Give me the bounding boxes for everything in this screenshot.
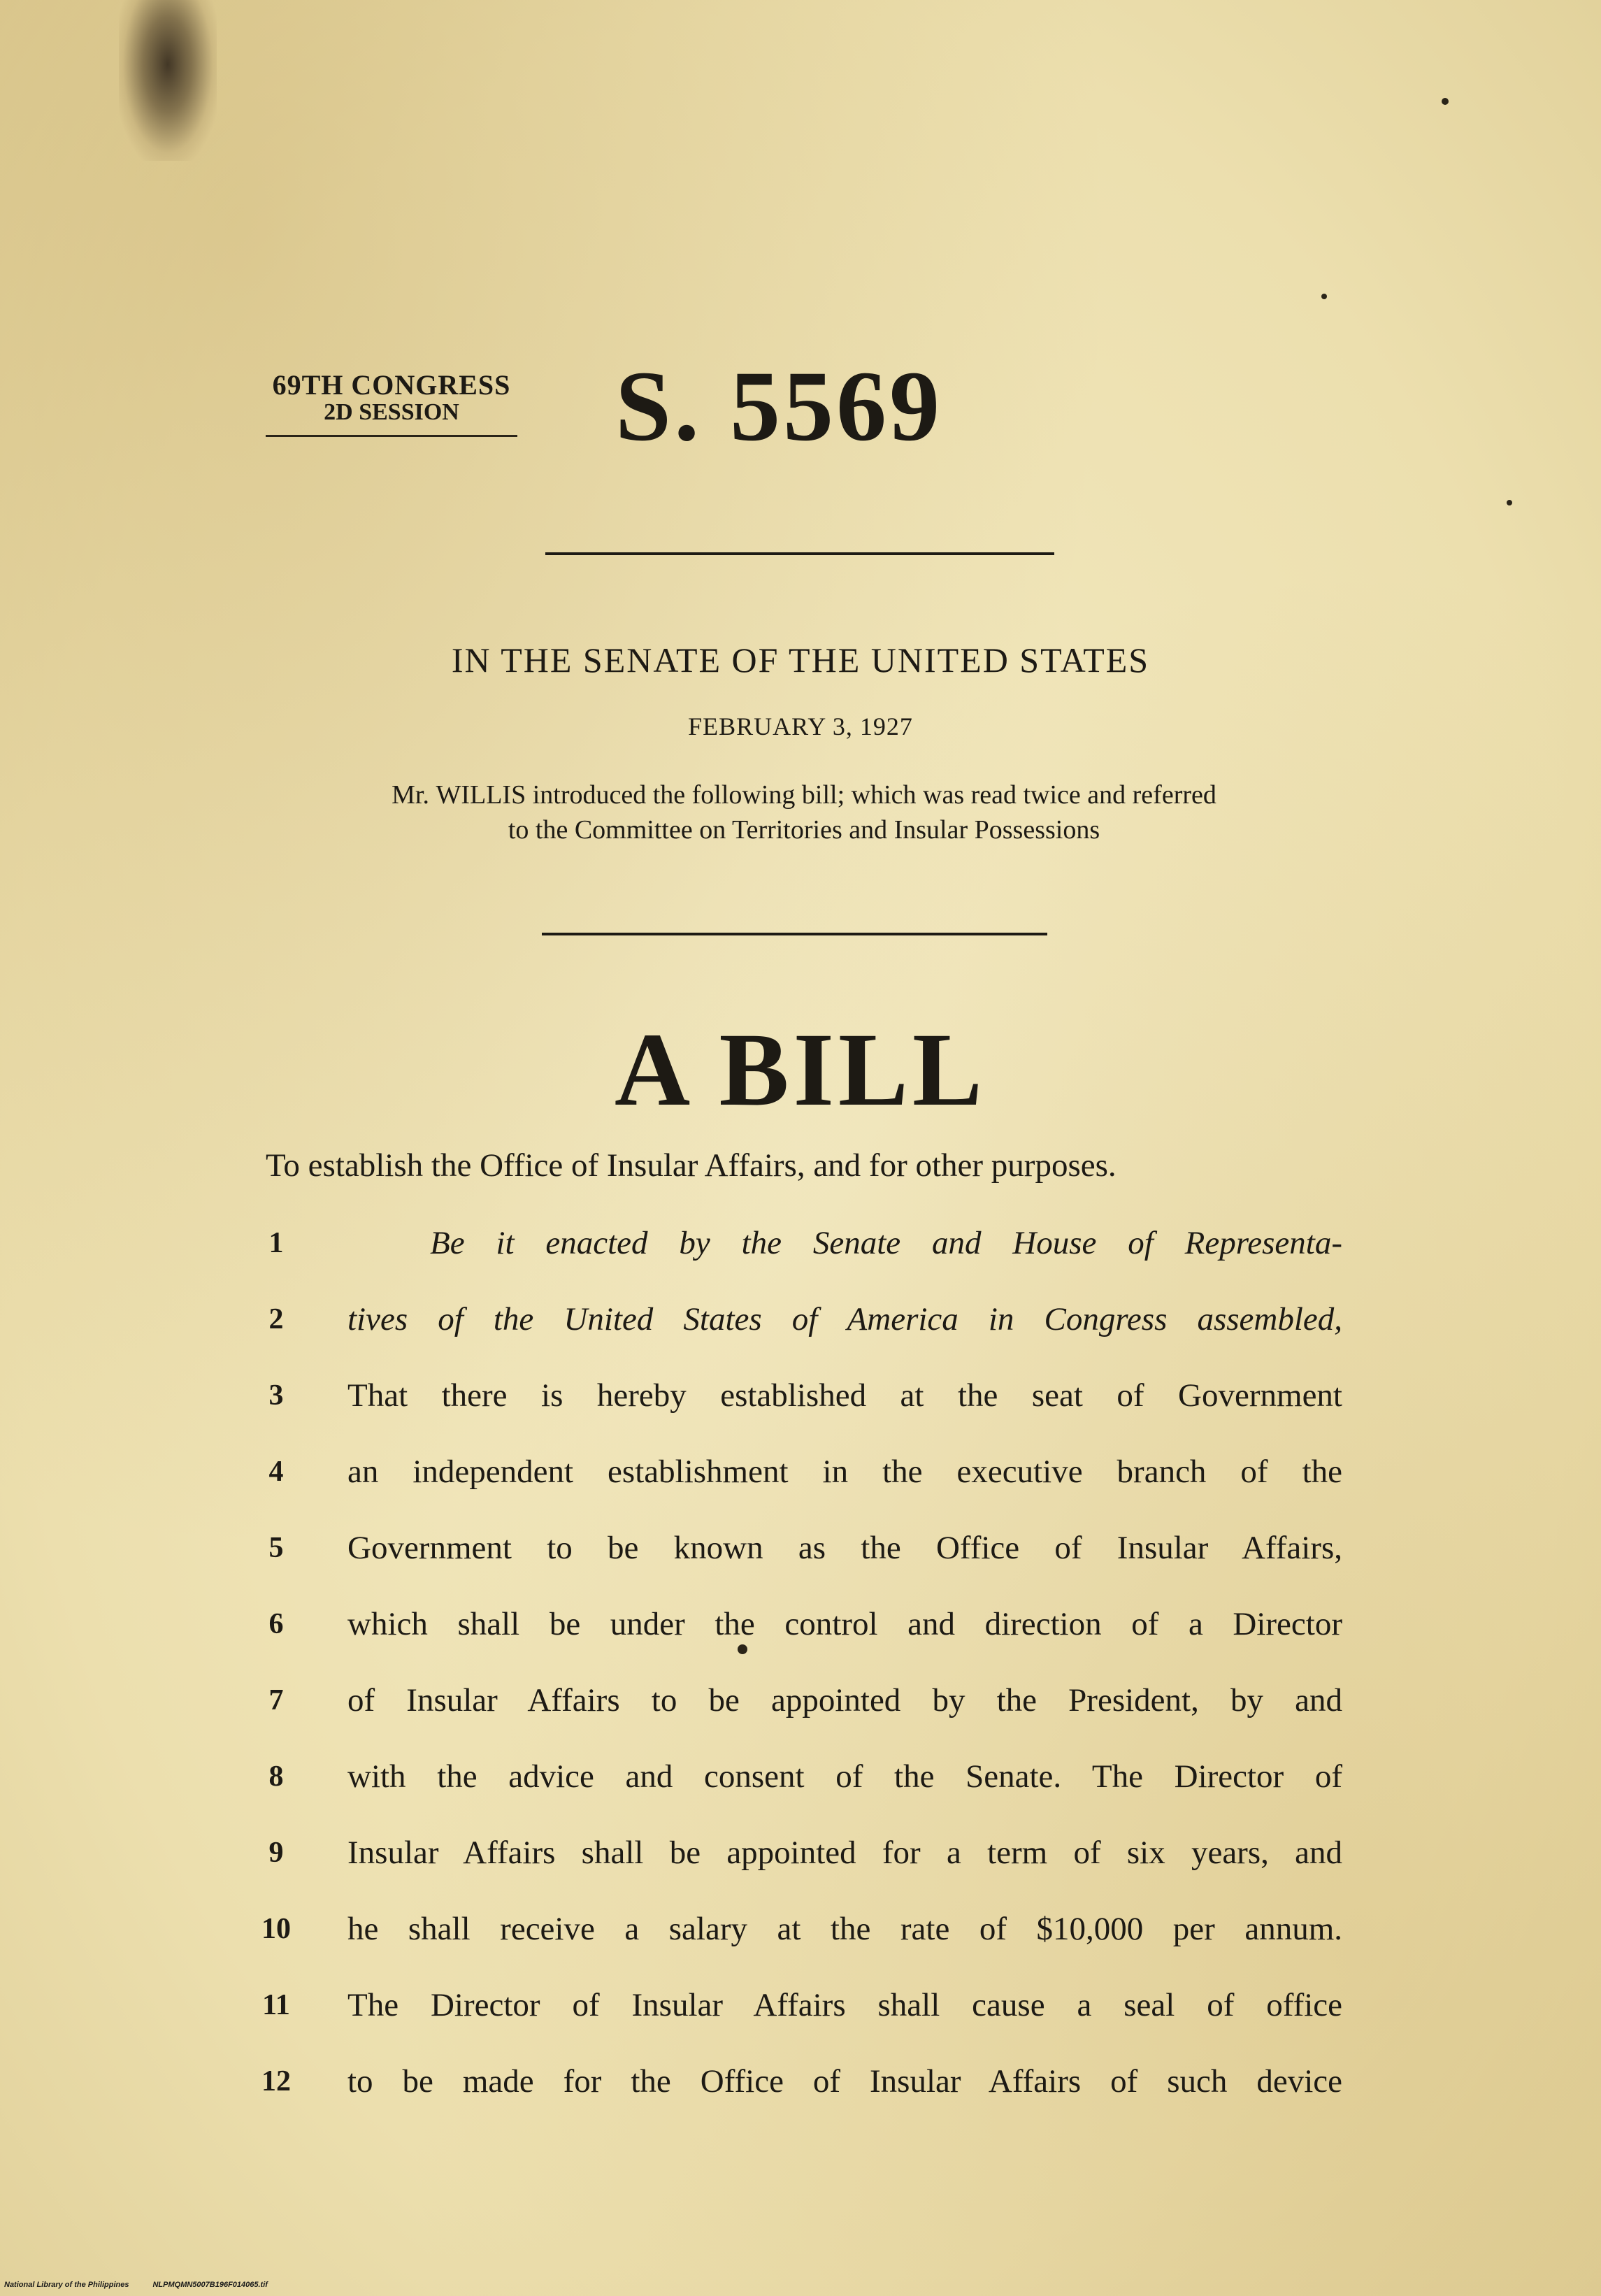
bill-line — [252, 1527, 1356, 1569]
line-number: 9 — [268, 1837, 284, 1869]
footer-file: NLPMQMN5007B196F014065.tif — [152, 2281, 268, 2289]
line-text: which shall be under the control and direction of a Director — [347, 1606, 1342, 1642]
bill-number: S. 5569 — [615, 351, 943, 462]
sponsor-name: WILLIS — [436, 780, 526, 810]
line-text: Government to be known as the Office of Insular Affairs, — [347, 1530, 1342, 1566]
scan-footer — [4, 2281, 292, 2289]
bill-date: FEBRUARY 3, 1927 — [688, 712, 913, 740]
intro-prefix: Mr. — [392, 780, 436, 810]
ink-speck — [1507, 500, 1512, 505]
bill-line — [252, 1832, 1356, 1874]
top-divider — [545, 552, 1054, 555]
session-label: 2D SESSION — [324, 399, 459, 425]
intro-text-line1: introduced the following bill; which was read twice and referred — [526, 780, 1216, 810]
line-text: Be it enacted by the Senate and House of Representa- — [430, 1225, 1342, 1261]
bill-purpose: To establish the Office of Insular Affairs, and for other purposes. — [266, 1147, 1117, 1184]
middle-divider — [542, 933, 1047, 935]
bill-line — [252, 2060, 1356, 2102]
line-number: 6 — [268, 1608, 284, 1640]
line-text: That there is hereby established at the seat of Government — [347, 1377, 1342, 1414]
congress-label: 69TH CONGRESS — [272, 369, 511, 401]
bill-line — [252, 1451, 1356, 1493]
line-text: Insular Affairs shall be appointed for a term of six years, and — [347, 1835, 1342, 1871]
line-text: to be made for the Office of Insular Affairs of such device — [347, 2063, 1342, 2100]
line-text: of Insular Affairs to be appointed by the President, by and — [347, 1682, 1342, 1719]
bill-line — [252, 1603, 1356, 1645]
line-number: 12 — [261, 2065, 291, 2097]
line-number: 3 — [268, 1379, 284, 1412]
ink-speck — [738, 1644, 747, 1654]
line-text: The Director of Insular Affairs shall cause a seal of office — [347, 1987, 1342, 2023]
bill-title: A BILL — [614, 1012, 987, 1128]
line-number: 8 — [268, 1760, 284, 1793]
bill-line — [252, 1984, 1356, 2026]
line-text: tives of the United States of America in Congress assembled, — [347, 1301, 1342, 1337]
session-divider — [266, 435, 517, 437]
ink-speck — [1321, 294, 1327, 299]
line-number: 5 — [268, 1532, 284, 1564]
session-block — [266, 371, 517, 437]
line-text: with the advice and consent of the Senate. The Director of — [347, 1758, 1342, 1795]
line-number: 4 — [268, 1456, 284, 1488]
chamber-heading: IN THE SENATE OF THE UNITED STATES — [451, 640, 1150, 680]
bill-line — [252, 1298, 1356, 1340]
ink-speck — [1442, 98, 1449, 105]
bill-line — [252, 1908, 1356, 1950]
bill-line — [252, 1375, 1356, 1416]
introduction-paragraph — [259, 777, 1349, 847]
line-number: 11 — [262, 1989, 290, 2021]
footer-source: National Library of the Philippines — [4, 2281, 129, 2289]
line-text: he shall receive a salary at the rate of $10,000 per annum. — [347, 1911, 1342, 1947]
line-number: 1 — [268, 1227, 284, 1259]
intro-text-line2: to the Committee on Territories and Insular Possessions — [508, 815, 1100, 845]
burn-mark — [119, 0, 217, 161]
line-number: 2 — [268, 1303, 284, 1335]
line-number: 7 — [268, 1684, 284, 1716]
line-number: 10 — [261, 1913, 291, 1945]
bill-line — [252, 1756, 1356, 1798]
line-text: an independent establishment in the executive branch of the — [347, 1454, 1342, 1490]
bill-line — [252, 1222, 1356, 1264]
bill-line — [252, 1679, 1356, 1721]
